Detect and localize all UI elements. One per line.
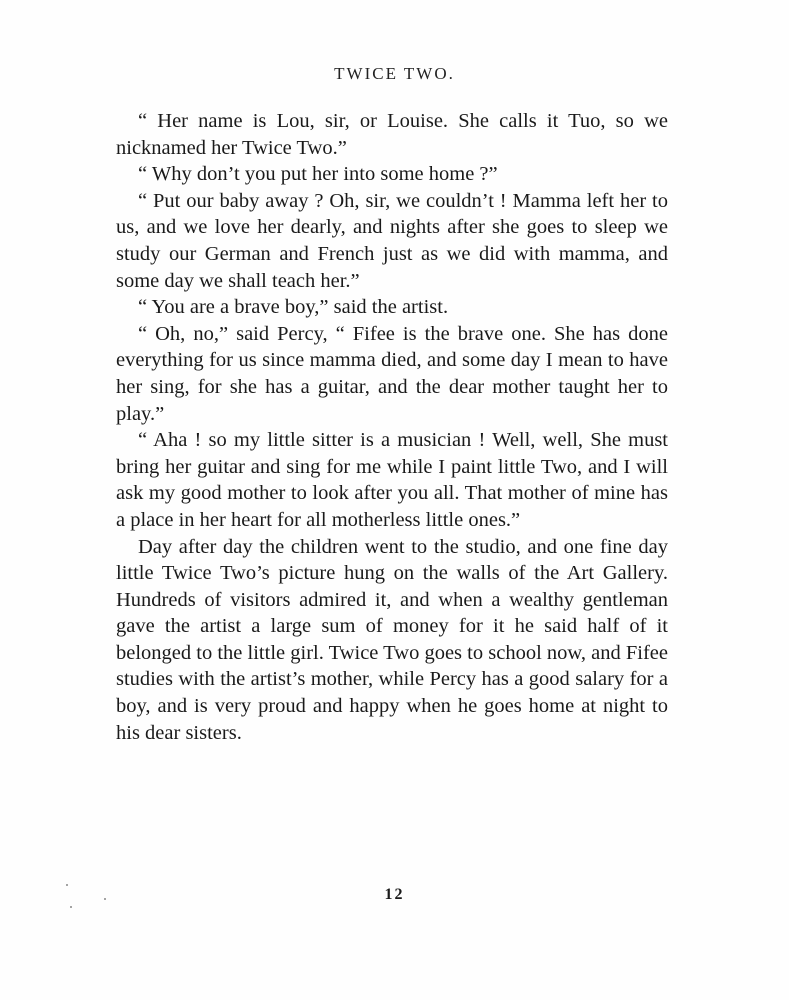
paragraph: “ Why don’t you put her into some home ?” <box>138 163 498 186</box>
running-head: TWICE TWO. <box>334 64 455 83</box>
paragraph: “ Aha ! so my little sitter is a musician ! Well, well, She must bring her guitar and sing for me while I paint little Two, and I will ask my good mother to look after you all. That mother of mine has a place in her heart for all motherless little ones.” <box>116 429 668 531</box>
paragraph: “ You are a brave boy,” said the artist. <box>138 296 449 319</box>
print-speck <box>70 906 72 908</box>
print-speck <box>66 884 68 886</box>
paragraph: “ Oh, no,” said Percy, “ Fifee is the brave one. She has done everything for us since mamma died, and some day I mean to have her sing, for she has a guitar, and the dear mother taught her to play.” <box>116 322 668 425</box>
paragraph: “ Her name is Lou, sir, or Louise. She calls it Tuo, so we nicknamed her Twice Two.” <box>116 110 668 159</box>
page-number: 12 <box>384 886 405 903</box>
print-speck <box>104 898 106 900</box>
paragraph: Day after day the children went to the studio, and one fine day little Twice Two’s picture hung on the walls of the Art Gallery. Hundreds of visitors admired it, and when a wealthy gentleman gave the artist a large sum of money for it he said half of it belonged to the little girl. Twice Two goes to school now, and Fifee studies with the artist’s mother, while Percy has a good salary for a boy, and is very proud and happy when he goes home at night to his dear sisters. <box>116 535 668 744</box>
paragraph: “ Put our baby away ? Oh, sir, we couldn’t ! Mamma left her to us, and we love her dearly, and nights after she goes to sleep we study our German and French just as we did with mamma, and some day we shall teach her.” <box>116 189 668 292</box>
body-text <box>116 108 668 746</box>
